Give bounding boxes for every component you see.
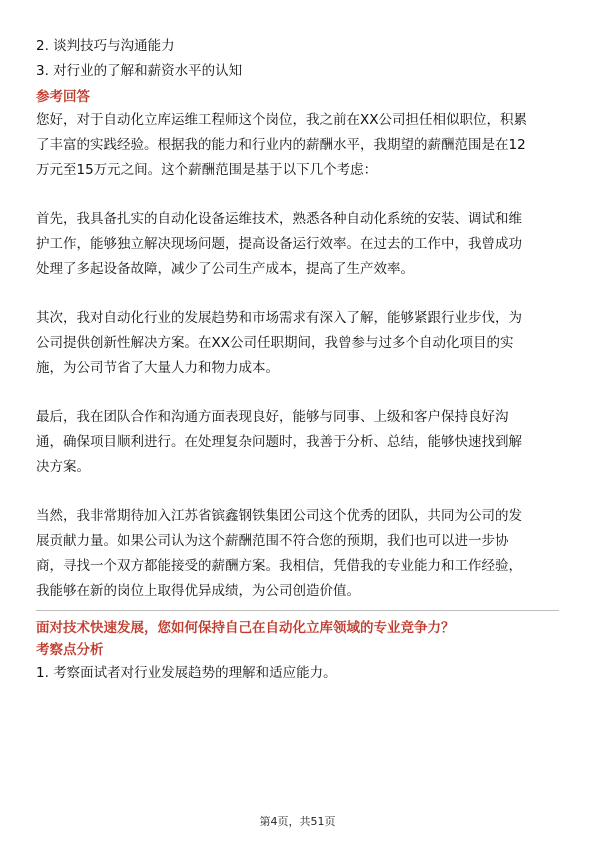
paragraph-line: 决方案。 — [36, 459, 90, 475]
paragraph-line: 首先，我具备扎实的自动化设备运维技术，熟悉各种自动化系统的安装、调试和维 — [36, 211, 522, 227]
list-item: 2. 谈判技巧与沟通能力 — [36, 38, 175, 54]
list-item: 1. 考察面试者对行业发展趋势的理解和适应能力。 — [36, 665, 337, 681]
answer-paragraph-2 — [36, 207, 559, 282]
paragraph-line: 商，寻找一个双方都能接受的薪酬方案。我相信，凭借我的专业能力和工作经验， — [36, 558, 522, 574]
answer-paragraph-1 — [36, 108, 559, 183]
paragraph-line: 处理了多起设备故障，减少了公司生产成本，提高了生产效率。 — [36, 261, 414, 277]
answer-paragraph-3 — [36, 306, 559, 381]
page-footer: 第4页，共51页 — [259, 815, 336, 828]
list-item: 3. 对行业的了解和薪资水平的认知 — [36, 63, 243, 79]
page-content — [36, 34, 559, 686]
paragraph-line: 通，确保项目顺利进行。在处理复杂问题时，我善于分析、总结，能够快速找到解 — [36, 434, 522, 450]
paragraph-line: 了丰富的实践经验。根据我的能力和行业内的薪酬水平，我期望的薪酬范围是在12 — [36, 137, 526, 153]
intro-list — [36, 34, 559, 84]
paragraph-line: 施，为公司节省了大量人力和物力成本。 — [36, 360, 279, 376]
analysis-list — [36, 661, 559, 686]
paragraph-line: 展贡献力量。如果公司认为这个薪酬范围不符合您的预期，我们也可以进一步协 — [36, 533, 509, 549]
paragraph-line: 公司提供创新性解决方案。在XX公司任职期间，我曾参与过多个自动化项目的实 — [36, 335, 514, 351]
analysis-heading: 考察点分析 — [36, 642, 104, 658]
paragraph-line: 最后，我在团队合作和沟通方面表现良好，能够与同事、上级和客户保持良好沟 — [36, 409, 509, 425]
answer-heading: 参考回答 — [36, 89, 90, 105]
answer-paragraph-4 — [36, 405, 559, 480]
section-divider — [36, 610, 559, 611]
paragraph-line: 您好，对于自动化立库运维工程师这个岗位，我之前在XX公司担任相似职位，积累 — [36, 112, 527, 128]
paragraph-line: 万元至15万元之间。这个薪酬范围是基于以下几个考虑： — [36, 162, 378, 178]
paragraph-line: 当然，我非常期待加入江苏省镔鑫钢铁集团公司这个优秀的团队，共同为公司的发 — [36, 508, 522, 524]
answer-paragraph-5 — [36, 504, 559, 604]
question-heading: 面对技术快速发展，您如何保持自己在自动化立库领域的专业竞争力？ — [36, 620, 455, 636]
paragraph-line: 护工作，能够独立解决现场问题，提高设备运行效率。在过去的工作中，我曾成功 — [36, 236, 522, 252]
paragraph-line: 其次，我对自动化行业的发展趋势和市场需求有深入了解，能够紧跟行业步伐，为 — [36, 310, 522, 326]
paragraph-line: 我能够在新的岗位上取得优异成绩，为公司创造价值。 — [36, 583, 360, 599]
